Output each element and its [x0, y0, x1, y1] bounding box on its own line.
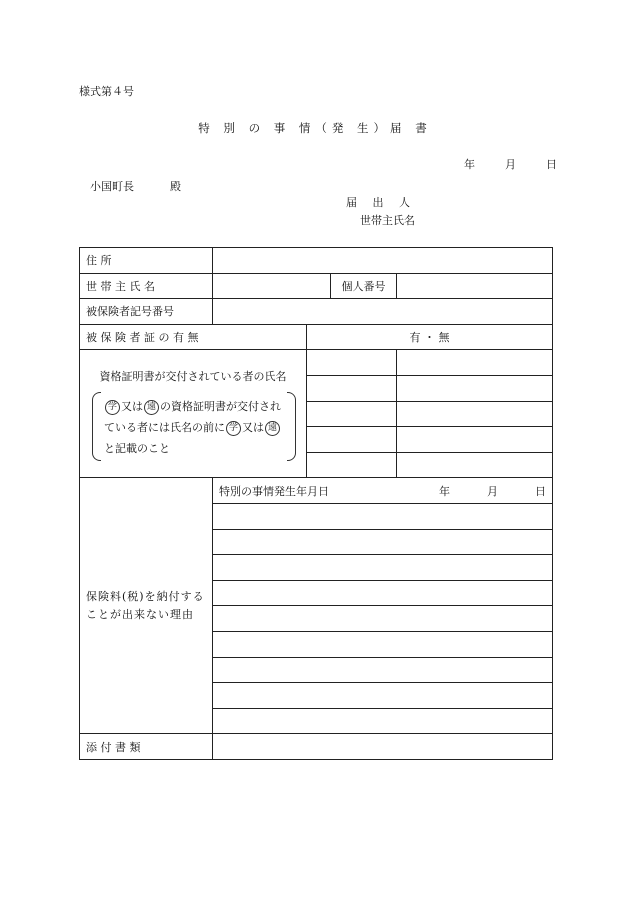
- submission-date: [464, 156, 557, 172]
- document-title: 特 別 の 事 情（発 生）届 書: [198, 121, 432, 135]
- circled-en-mark-2: 遠: [265, 421, 280, 436]
- addressee-name: 小国町長: [90, 180, 134, 193]
- reason-text-field[interactable]: [213, 683, 553, 709]
- insurance-card-label-cell: [80, 324, 307, 350]
- qualified-name-field[interactable]: [397, 350, 553, 376]
- personal-number-field[interactable]: [397, 273, 553, 299]
- address-field[interactable]: [213, 248, 553, 274]
- householder-row: [80, 273, 553, 299]
- occurrence-month-label: 月: [487, 484, 499, 498]
- date-day-label: 日: [546, 158, 557, 171]
- insured-number-label: 被保険者記号番号: [86, 305, 174, 319]
- qualified-name-field[interactable]: [397, 452, 553, 478]
- address-label: 住 所: [86, 254, 112, 268]
- householder-name-label: 世帯主氏名: [360, 214, 415, 227]
- qualification-row-1: [80, 350, 553, 376]
- attachments-label: 添 付 書 類: [86, 740, 141, 754]
- insured-number-field[interactable]: [213, 299, 553, 325]
- reason-text-field[interactable]: [213, 606, 553, 632]
- householder-label-cell: [80, 273, 213, 299]
- reason-text-field[interactable]: [213, 631, 553, 657]
- personal-number-label-cell: [331, 273, 397, 299]
- reason-text-field[interactable]: [213, 555, 553, 581]
- occurrence-date-field[interactable]: [213, 478, 553, 504]
- address-label-cell: [80, 248, 213, 274]
- householder-label: 世 帯 主 氏 名: [86, 279, 155, 293]
- attachments-row: [80, 734, 553, 760]
- date-year-label: 年: [464, 158, 475, 171]
- attachments-label-cell: [80, 734, 213, 760]
- qualified-name-field[interactable]: [307, 375, 397, 401]
- occurrence-day-label: 日: [535, 484, 547, 498]
- occurrence-year-label: 年: [439, 484, 451, 498]
- form-number: 様式第４号: [79, 85, 134, 98]
- addressee-honorific: 殿: [170, 180, 181, 193]
- attachments-field[interactable]: [213, 734, 553, 760]
- circled-gaku-mark-2: 学: [226, 421, 241, 436]
- reason-text-field[interactable]: [213, 503, 553, 529]
- circled-gaku-mark: 学: [105, 400, 120, 415]
- qualification-label-cell: [80, 350, 307, 478]
- reason-label-cell: [80, 478, 213, 734]
- insurance-card-choice[interactable]: [307, 324, 553, 350]
- reason-text-field[interactable]: [213, 708, 553, 734]
- qualified-name-field[interactable]: [307, 350, 397, 376]
- submitter-label: 届 出 人: [346, 196, 416, 209]
- householder-name-field[interactable]: [213, 273, 331, 299]
- reason-text-field[interactable]: [213, 657, 553, 683]
- bracket-left: [92, 392, 101, 461]
- insured-number-label-cell: [80, 299, 213, 325]
- qualified-name-field[interactable]: [397, 375, 553, 401]
- qualified-name-field[interactable]: [307, 427, 397, 453]
- reason-label: 保険料(税)を納付することが出来ない理由: [86, 589, 205, 621]
- qualified-name-field[interactable]: [397, 427, 553, 453]
- qualification-note: 学 又は 遠 の資格証明書が交付され ている者には氏名の前に 学 又は 遠 と記載のこと: [92, 392, 296, 461]
- circled-en-mark: 遠: [144, 400, 159, 415]
- presence-choice-text: 有 ・ 無: [409, 331, 450, 345]
- personal-number-label: 個人番号: [341, 279, 386, 293]
- qualified-name-field[interactable]: [307, 401, 397, 427]
- qualified-name-field[interactable]: [307, 452, 397, 478]
- qualified-name-field[interactable]: [397, 401, 553, 427]
- address-row: [80, 248, 553, 274]
- reason-text-field[interactable]: [213, 580, 553, 606]
- insured-number-row: [80, 299, 553, 325]
- reason-text-field[interactable]: [213, 529, 553, 555]
- qualification-label: 資格証明書が交付されている者の氏名: [99, 370, 287, 384]
- reason-date-row: [80, 478, 553, 504]
- bracket-right: [287, 392, 296, 461]
- date-month-label: 月: [505, 158, 516, 171]
- notification-form-table: [79, 247, 553, 760]
- insurance-card-row: [80, 324, 553, 350]
- insurance-card-label: 被 保 険 者 証 の 有 無: [86, 331, 199, 345]
- occurrence-date-label: 特別の事情発生年月日: [219, 484, 329, 498]
- addressee: [90, 178, 181, 194]
